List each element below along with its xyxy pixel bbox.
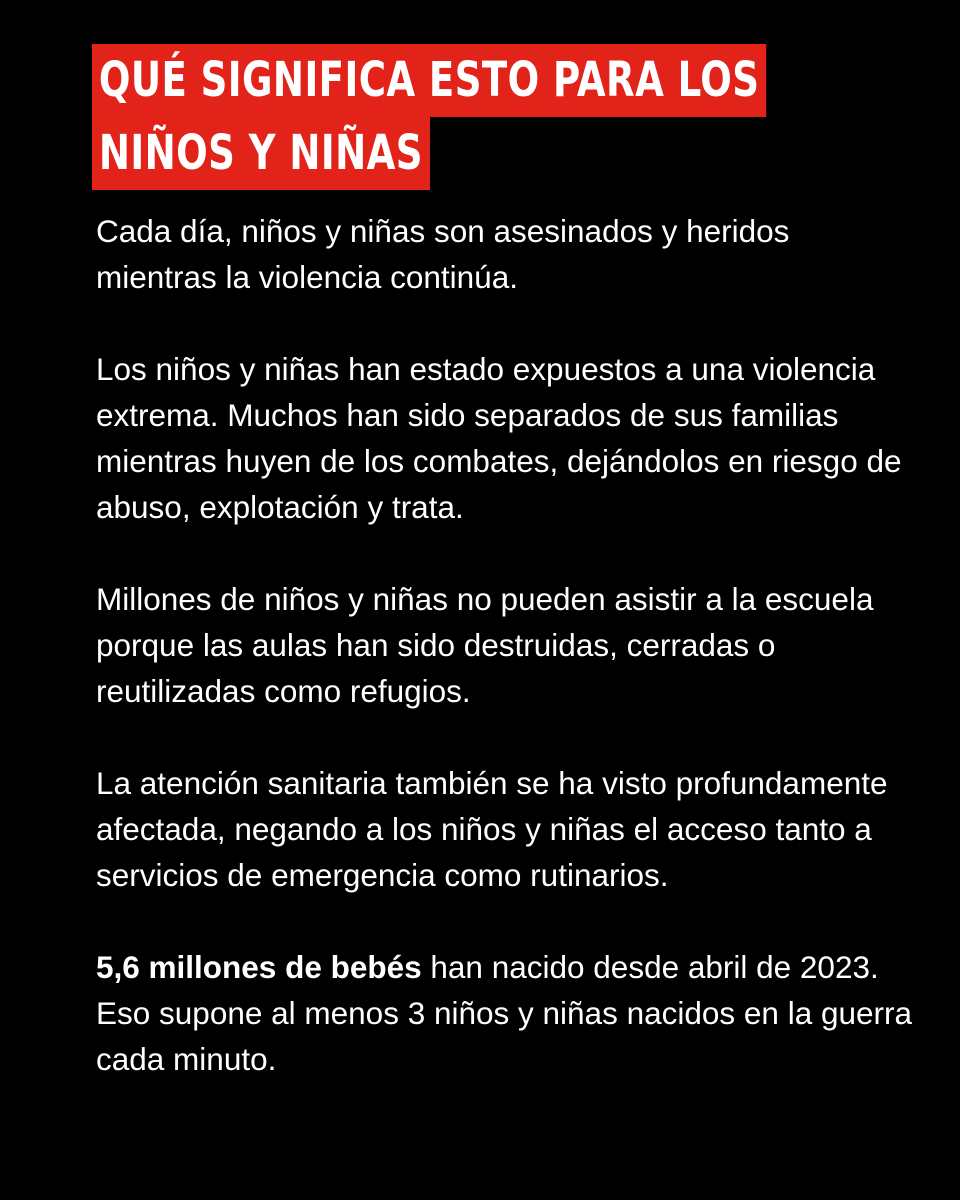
births-highlight: 5,6 millones de bebés xyxy=(96,949,422,985)
paragraph-births xyxy=(96,944,916,1082)
paragraph-healthcare: La atención sanitaria también se ha visto profundamente afectada, negando a los niños y niñas el acceso tanto a servicios de emergencia como rutinarios. xyxy=(96,765,888,893)
headline-line-2: NIÑOS Y NIÑAS xyxy=(92,117,430,190)
paragraph-killed-injured: Cada día, niños y niñas son asesinados y heridos mientras la violencia continúa. xyxy=(96,213,790,295)
headline-line-1: QUÉ SIGNIFICA ESTO PARA LOS xyxy=(92,44,766,117)
headline xyxy=(92,44,932,190)
body-text xyxy=(96,208,916,1082)
paragraph-extreme-violence: Los niños y niñas han estado expuestos a una violencia extrema. Muchos han sido separados de sus familias mientras huyen de los combates, dejándolos en riesgo de abuso, explotación y trata. xyxy=(96,351,902,525)
paragraph-schools: Millones de niños y niñas no pueden asistir a la escuela porque las aulas han sido destruidas, cerradas o reutilizadas como refugios. xyxy=(96,581,874,709)
births-text: han nacido desde abril de 2023. Eso supone al menos 3 niños y niñas nacidos en la guerra cada minuto. xyxy=(96,949,913,1077)
